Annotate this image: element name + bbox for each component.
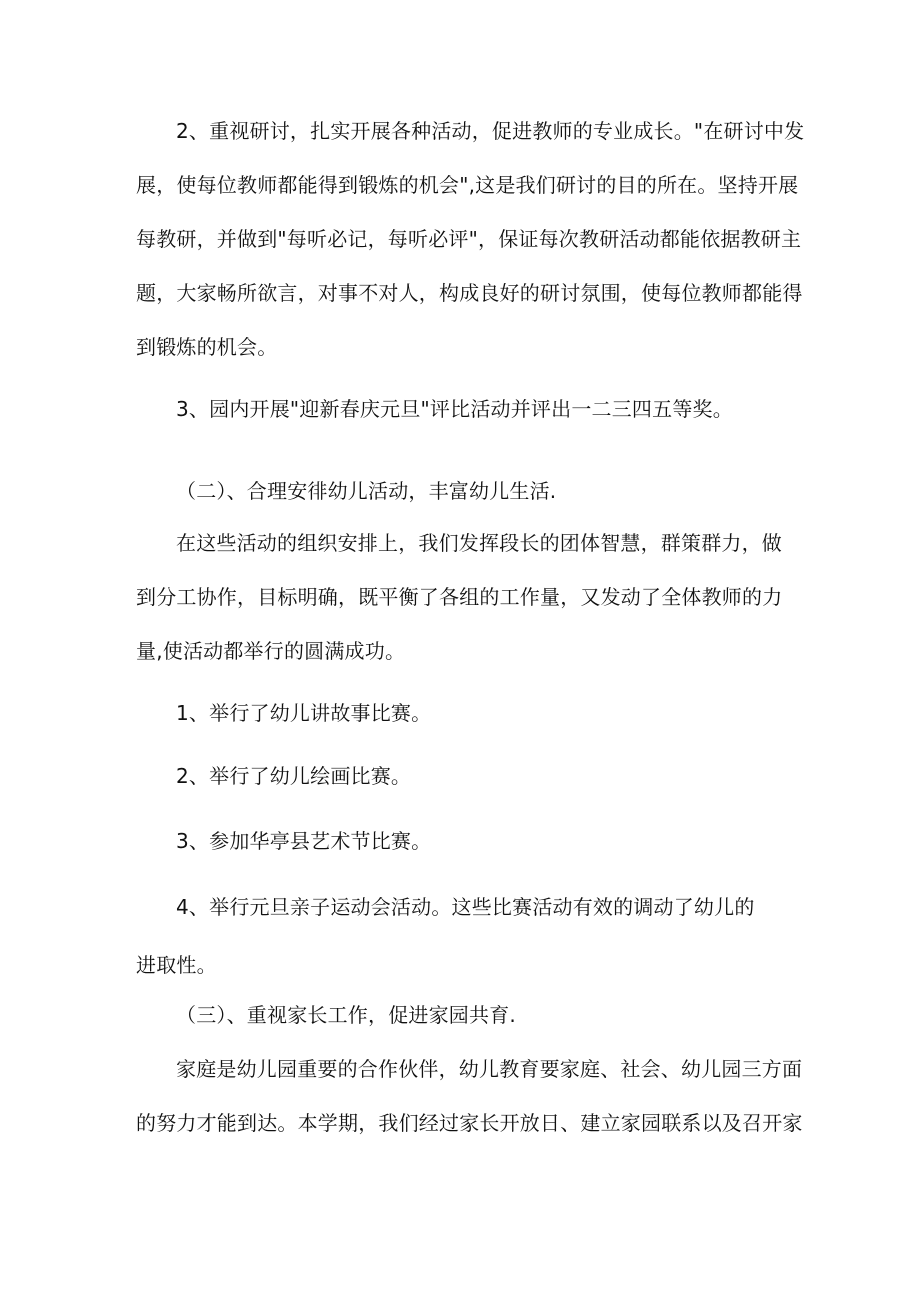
text-line: 量,使活动都举行的圆满成功。 bbox=[136, 639, 406, 663]
text-line: 家庭是幼儿园重要的合作伙伴，幼儿教育要家庭、社会、幼儿园三方面 bbox=[176, 1057, 803, 1081]
activity-item-4 bbox=[136, 880, 796, 992]
paragraph-organization bbox=[136, 516, 796, 678]
activity-item-3 bbox=[136, 814, 796, 868]
list-item: 2、举行了幼儿绘画比赛。 bbox=[176, 764, 412, 788]
text-line: 在这些活动的组织安排上，我们发挥段长的团体智慧，群策群力，做 bbox=[176, 531, 782, 555]
activity-item-1 bbox=[136, 686, 796, 740]
heading-line: （二）、合理安徘幼儿活动，丰富幼儿生活. bbox=[176, 479, 557, 503]
text-line: 到锻炼的机会。 bbox=[136, 335, 278, 359]
list-item: 3、参加华亭县艺术节比赛。 bbox=[176, 829, 432, 853]
list-item: 4、举行元旦亲子运动会活动。这些比赛活动有效的调动了幼儿的 bbox=[176, 895, 755, 919]
text-line: 2、重视研讨，扎实开展各种活动，促进教师的专业成长。"在研讨中发 bbox=[176, 119, 805, 143]
section-heading-3 bbox=[136, 988, 796, 1042]
list-item: 1、举行了幼儿讲故事比赛。 bbox=[176, 701, 432, 725]
section-heading-2 bbox=[136, 464, 796, 518]
text-line: 每教研，并做到"每听必记，每听必评"，保证每次教研活动都能依据教研主 bbox=[136, 227, 802, 251]
paragraph-item-3 bbox=[136, 382, 796, 436]
text-line: 题，大家畅所欲言，对事不对人，构成良好的研讨氛围，使每位教师都能得 bbox=[136, 281, 803, 305]
text-line: 展，使每位教师都能得到锻炼的机会",这是我们研讨的目的所在。坚持开展 bbox=[136, 173, 799, 197]
paragraph-research bbox=[136, 104, 805, 374]
heading-line: （三）、重视家长工作，促进家园共育. bbox=[176, 1003, 516, 1027]
activity-item-2 bbox=[136, 749, 796, 803]
paragraph-family bbox=[136, 1042, 803, 1150]
text-line: 的努力才能到达。本学期，我们经过家长开放日、建立家园联系以及召开家 bbox=[136, 1111, 803, 1135]
text-line: 进取性。 bbox=[136, 953, 217, 977]
text-line: 3、园内开展"迎新春庆元旦"评比活动并评出一二三四五等奖。 bbox=[176, 397, 733, 421]
text-line: 到分工协作，目标明确，既平衡了各组的工作量，又发动了全体教师的力 bbox=[136, 585, 783, 609]
